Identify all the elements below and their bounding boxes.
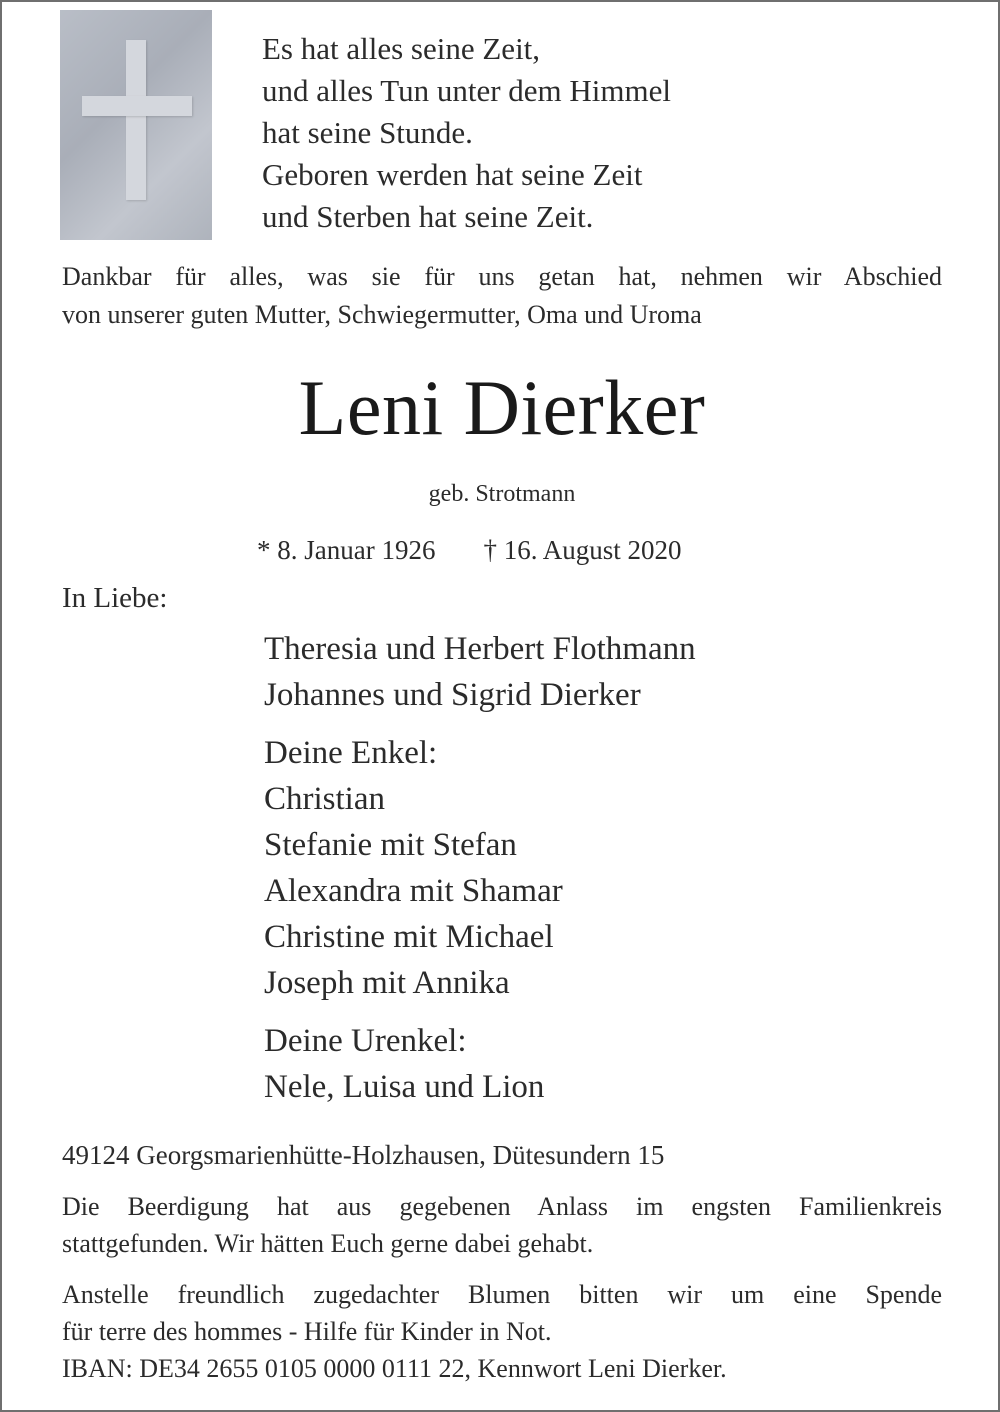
intro-text	[62, 258, 942, 334]
mourner: Christine mit Michael	[264, 919, 554, 955]
in-love-label: In Liebe:	[62, 582, 168, 614]
poem-line: hat seine Stunde.	[262, 115, 473, 150]
poem-line: und alles Tun unter dem Himmel	[262, 73, 672, 108]
life-dates	[257, 532, 682, 568]
mourners-list	[264, 626, 696, 1122]
birth-name: geb. Strotmann	[428, 481, 576, 507]
poem-line: Geboren werden hat seine Zeit	[262, 157, 643, 192]
mourner: Joseph mit Annika	[264, 965, 510, 1001]
mourner: Theresia und Herbert Flothmann	[264, 631, 696, 667]
mourner: Nele, Luisa und Lion	[264, 1069, 545, 1105]
donation-line: IBAN: DE34 2655 0105 0000 0111 22, Kennwort Leni Dierker.	[62, 1354, 727, 1383]
address: 49124 Georgsmarienhütte-Holzhausen, Dütesundern 15	[62, 1140, 665, 1170]
donation-line: Anstelle freundlich zugedachter Blumen bitten wir um eine Spende	[62, 1280, 942, 1309]
funeral-notice	[62, 1188, 942, 1262]
great-grandchildren-block	[264, 1018, 696, 1110]
mourner: Johannes und Sigrid Dierker	[264, 677, 641, 713]
cross-icon	[126, 40, 146, 200]
donation-line: für terre des hommes - Hilfe für Kinder in Not.	[62, 1317, 552, 1346]
grandchildren-block	[264, 730, 696, 1006]
deceased-name: Leni Dierker	[298, 364, 706, 451]
birth-date: * 8. Januar 1926	[257, 535, 436, 565]
grandchildren-label: Deine Enkel:	[264, 735, 438, 771]
intro-line: Dankbar für alles, was sie für uns getan hat, nehmen wir Abschied	[62, 262, 942, 291]
poem-line: und Sterben hat seine Zeit.	[262, 199, 594, 234]
cross-icon-bar	[82, 96, 192, 116]
cross-photo	[60, 10, 212, 240]
mourner: Stefanie mit Stefan	[264, 827, 517, 863]
mourner: Alexandra mit Shamar	[264, 873, 563, 909]
poem	[262, 28, 671, 238]
death-date: † 16. August 2020	[483, 535, 682, 565]
children-block	[264, 626, 696, 718]
poem-line: Es hat alles seine Zeit,	[262, 31, 541, 66]
donation-notice	[62, 1276, 942, 1387]
funeral-line: Die Beerdigung hat aus gegebenen Anlass im engsten Familienkreis	[62, 1192, 942, 1221]
funeral-line: stattgefunden. Wir hätten Euch gerne dabei gehabt.	[62, 1229, 594, 1258]
great-grandchildren-label: Deine Urenkel:	[264, 1023, 467, 1059]
mourner: Christian	[264, 781, 385, 817]
intro-line: von unserer guten Mutter, Schwiegermutter, Oma und Uroma	[62, 300, 702, 329]
